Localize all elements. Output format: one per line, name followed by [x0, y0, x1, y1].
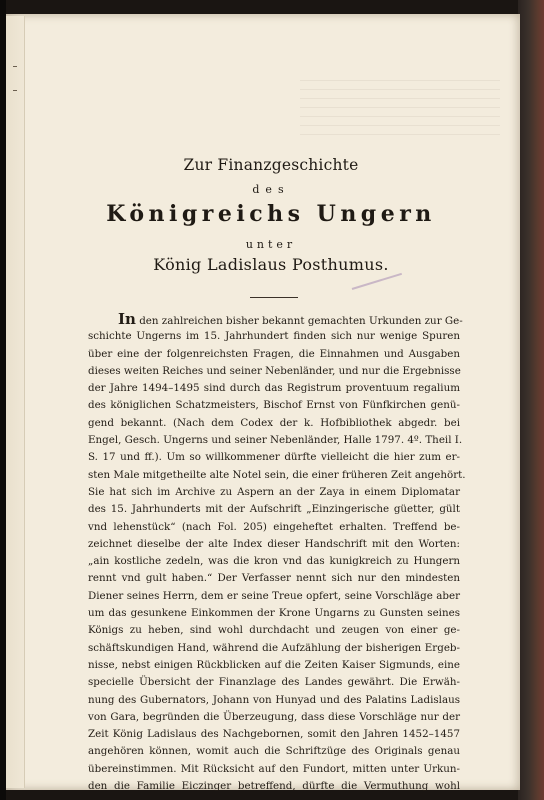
body-line: übereinstimmen. Mit Rücksicht auf den Fundort, mitten unter Urkun- — [88, 762, 460, 775]
bleed-through — [300, 80, 500, 140]
body-line: Engel, Gesch. Ungerns und seiner Nebenländer, Halle 1797. 4º. Theil I. — [88, 434, 463, 447]
body-line: specielle Übersicht der Finanzlage des Landes gewährt. Die Erwäh- — [88, 676, 460, 689]
body-line: rennt vnd gult haben.“ Der Verfasser nennt sich nur den mindesten — [88, 572, 460, 585]
body-line: gend bekannt. (Nach dem Codex der k. Hofbibliothek abgedr. bei — [88, 416, 460, 429]
margin-mark — [13, 90, 17, 91]
body-line-text: den zahlreichen bisher bekannt gemachten Urkunden zur Ge- — [135, 315, 463, 327]
body-line: den die Familie Eiczinger betreffend, dürfte die Vermuthung wohl — [88, 780, 460, 793]
body-line: nisse, nebst einigen Rückblicken auf die Zeiten Kaiser Sigmunds, eine — [88, 658, 460, 671]
title-rule — [250, 297, 298, 298]
title-line-5: König Ladislaus Posthumus. — [153, 255, 389, 274]
body-line: des 15. Jahrhunderts mit der Aufschrift „Einzingerische güetter, gült — [88, 503, 460, 516]
body-line: Diener seines Herrn, dem er seine Treue opfert, seine Vorschläge aber — [88, 589, 460, 602]
body-line: Zeit König Ladislaus des Nachgebornen, somit den Jahren 1452–1457 — [88, 728, 460, 741]
body-line: nung des Gubernators, Johann von Hunyad und des Palatins Ladislaus — [88, 693, 460, 706]
body-line — [88, 310, 463, 328]
title-line-4: unter — [245, 238, 297, 251]
margin-mark — [13, 66, 17, 67]
book-spine — [518, 0, 544, 800]
title-line-2: des — [252, 183, 290, 196]
body-line: angehören können, womit auch die Schriftzüge des Originals genau — [88, 745, 460, 758]
body-line: S. 17 und ff.). Um so willkommener dürfte vielleicht die hier zum er- — [88, 451, 460, 464]
body-line: Königs zu heben, sind wohl durchdacht und zeugen von einer ge- — [88, 624, 460, 637]
body-line: schäftskundigen Hand, während die Aufzählung der bisherigen Ergeb- — [88, 641, 460, 654]
main-title: Königreichs Ungern — [106, 201, 436, 227]
body-line: „ain kostliche zedeln, was die kron vnd das kunigkreich zu Hungern — [88, 555, 460, 568]
body-line: über eine der folgenreichsten Fragen, die Einnahmen und Ausgaben — [88, 347, 460, 360]
body-line: des königlichen Schatzmeisters, Bischof Ernst von Fünfkirchen genü- — [88, 399, 460, 412]
body-line: Sie hat sich im Archive zu Aspern an der Zaya in einem Diplomatar — [88, 485, 460, 498]
body-line: um das gesunkene Einkommen der Krone Ungarns zu Gunsten seines — [88, 607, 460, 620]
page-gutter — [6, 16, 25, 788]
body-line: dieses weiten Reiches und seiner Nebenländer, und nur die Ergebnisse — [88, 364, 461, 377]
body-line: der Jahre 1494–1495 sind durch das Registrum proventuum regalium — [88, 382, 460, 395]
body-line: sten Male mitgetheilte alte Notel sein, die einer früheren Zeit angehört. — [88, 468, 466, 481]
drop-cap: In — [118, 310, 136, 328]
body-line: von Gara, begründen die Überzeugung, dass diese Vorschläge nur der — [88, 710, 460, 723]
body-line: zeichnet dieselbe der alte Index dieser Handschrift mit den Worten: — [88, 537, 460, 550]
title-line-1: Zur Finanzgeschichte — [183, 156, 359, 174]
body-text — [88, 310, 466, 795]
body-line: schichte Ungerns im 15. Jahrhundert finden sich nur wenige Spuren — [88, 330, 460, 343]
body-line: vnd lehenstück“ (nach Fol. 205) eingeheftet erhalten. Treffend be- — [88, 520, 460, 533]
